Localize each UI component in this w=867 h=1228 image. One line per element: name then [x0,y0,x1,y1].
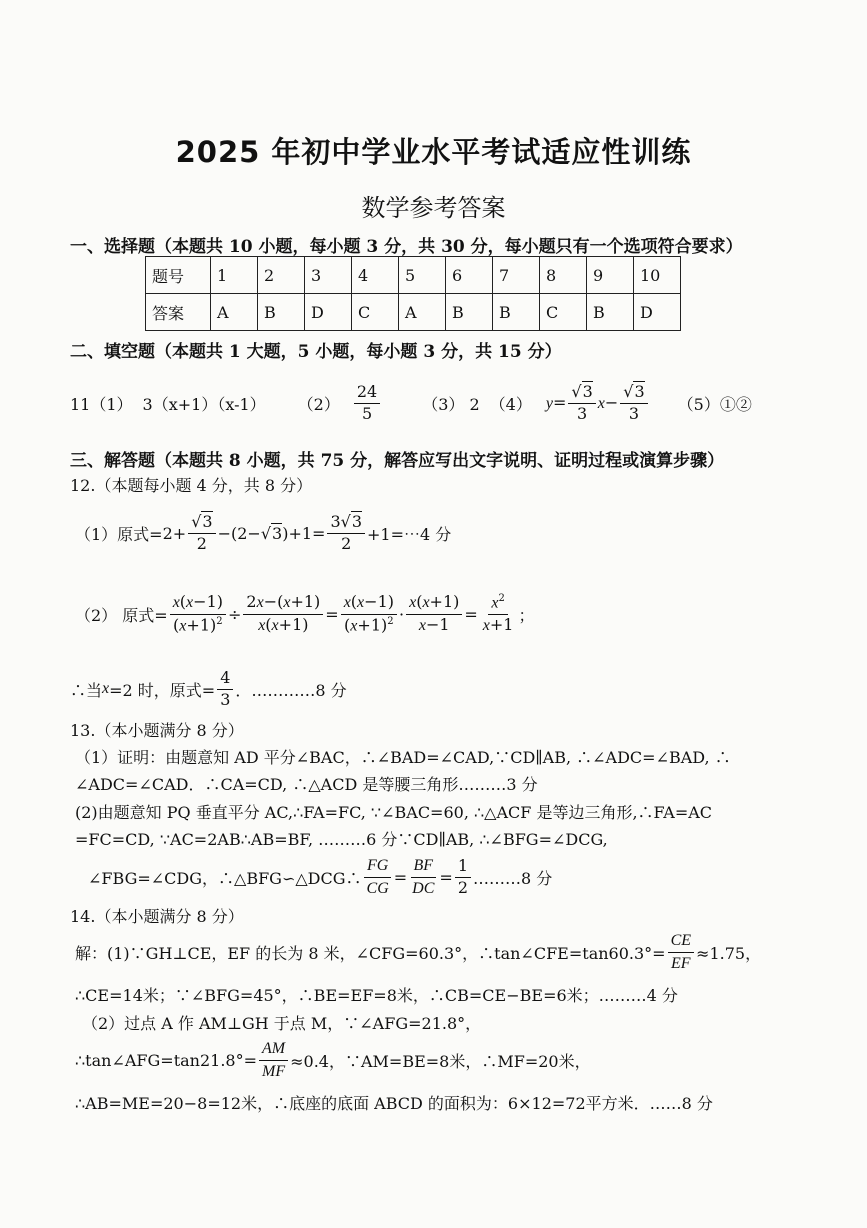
table-cell: 题号 [146,257,211,294]
q11-answer-4: y= $\frac{√3}{3}$ x− $\frac{√3}{3}$ [546,382,650,425]
table-cell: 1 [211,257,258,294]
table-cell: B [493,294,540,331]
table-row [146,257,681,294]
table-cell: D [305,294,352,331]
q13-line2: ∠ADC=∠CAD．∴CA=CD, ∴△ACD 是等腰三角形………3 分 [75,775,538,794]
section3-heading: 三、解答题（本题共 8 小题，共 75 分，解答应写出文字说明、证明过程或演算步骤） [70,451,725,471]
section2-heading: 二、填空题（本题共 1 大题，5 小题，每小题 3 分，共 15 分） [70,342,562,362]
answer-table [145,256,681,331]
table-cell: A [399,294,446,331]
q12-part3: ∴当 x =2 时，原式= $\frac{4}{3}$ ．…………8 分 [70,668,347,709]
q13-line3: (2)由题意知 PQ 垂直平分 AC,∴FA=FC, ∵∠BAC=60, ∴△ACF 是等边三角形,∴FA=AC [75,803,713,822]
table-cell: 8 [540,257,587,294]
table-cell: 9 [587,257,634,294]
q13-line4: =FC=CD, ∵AC=2AB∴AB=BF, ………6 分∵CD∥AB, ∴∠BFG=∠DCG, [75,830,608,849]
table-cell: 7 [493,257,540,294]
table-cell: D [634,294,681,331]
table-cell: C [540,294,587,331]
table-row [146,294,681,331]
page-subtitle: 数学参考答案 [361,194,506,222]
q11-label-4: （4） [489,394,532,414]
q13-line5: ∠FBG=∠CDG，∴△BFG∽△DCG∴ $\frac{FG}{CG}$ = $\frac{BF}{DC}$ = $\frac{1}{2}$ ………8 分 [88,856,553,897]
q14-line5: ∴AB=ME=20−8=12米，∴底座的底面 ABCD 的面积为：6×12=72平方米．……8 分 [75,1094,713,1113]
q12-part1: （1）原式= 2+ $\frac{√3}{2}$ −(2−√ 3 )+1= $\frac{3√3}{2}$ +1=⋯4 分 [75,512,452,553]
q14-line1: 解：(1)∵GH⊥CE，EF 的长为 8 米，∠CFG=60.3°，∴tan∠CFE=tan60.3°= $\frac{CE}{EF}$ ≈1.75， [75,932,762,972]
q11-answer-5: （5）①② [677,394,752,414]
table-cell: 答案 [146,294,211,331]
q11-label-2: （2） [297,394,340,414]
q13-heading: 13.（本小题满分 8 分） [70,721,244,740]
q11-answer-2: $\frac{24}{5}$ [354,382,380,425]
table-cell: B [258,294,305,331]
page-title: 2025 年初中学业水平考试适应性训练 [175,135,692,169]
q14-line4: ∴tan∠AFG=tan21.8°= $\frac{AM}{MF}$ ≈0.4，∵AM=BE=8米，∴MF=20米， [75,1040,591,1080]
q14-line3: （2）过点 A 作 AM⊥GH 于点 M，∵∠AFG=21.8°， [82,1014,482,1033]
q11-answer-1: 3（x+1）（x-1） [142,394,266,414]
q12-heading: 12.（本题每小题 4 分，共 8 分） [70,476,313,495]
q14-line2: ∴CE=14米；∵∠BFG=45°，∴BE=EF=8米，∴CB=CE−BE=6米；………4 分 [75,986,678,1005]
section1-heading: 一、选择题（本题共 10 小题，每小题 3 分，共 30 分，每小题只有一个选项符合要求） [70,237,743,257]
table-cell: 3 [305,257,352,294]
table-cell: A [211,294,258,331]
q11-answer-3: （3） 2 [422,394,480,414]
table-cell: C [352,294,399,331]
q12-part2: （2） 原式= $\frac{x(x-1)}{(x+1)^2}$ ÷ $\frac{2x-(x+1)}{x(x+1)}$ = $\frac{x(x-1)}{(x+1)^2}$ · $\frac{x(x+1)}{x-1}$ = $\frac{x^2}{x+1}$ ； [75,592,535,635]
table-cell: 2 [258,257,305,294]
q11-label: 11（1） [70,394,133,414]
table-cell: 5 [399,257,446,294]
q14-heading: 14.（本小题满分 8 分） [70,907,244,926]
q13-line1: （1）证明：由题意知 AD 平分∠BAC，∴∠BAD=∠CAD,∵CD∥AB, ∴∠ADC=∠BAD, ∴ [75,748,731,767]
table-cell: B [587,294,634,331]
q11-line [70,382,752,425]
table-cell: 10 [634,257,681,294]
table-cell: B [446,294,493,331]
table-cell: 6 [446,257,493,294]
table-cell: 4 [352,257,399,294]
